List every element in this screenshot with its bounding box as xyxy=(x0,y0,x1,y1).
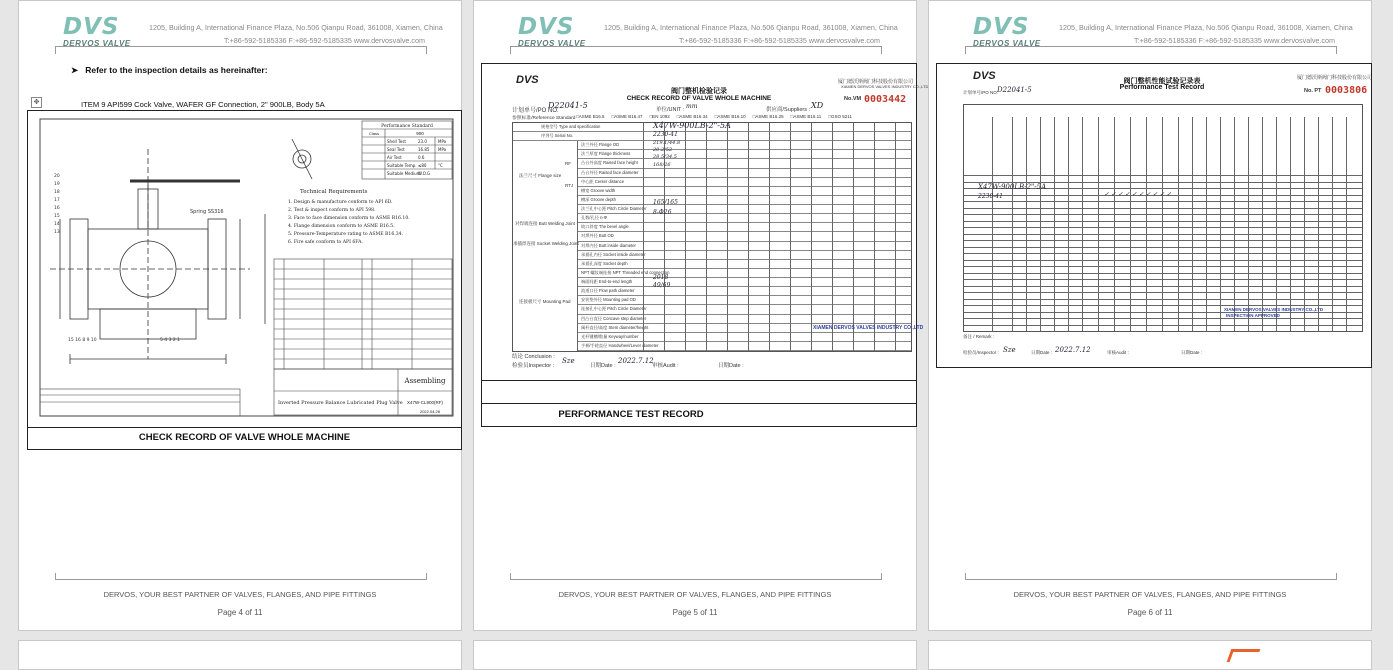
rtj-label: RTJ xyxy=(565,183,574,188)
grid-column-line xyxy=(1068,117,1069,331)
header-address: 1205, Building A, International Finance Plaza, No.506 Qianpu Road, 361008, Xiamen, China xyxy=(1059,23,1353,32)
tech-requirement-line: 4. Flange dimension conform to ASME B16.5. xyxy=(288,224,395,229)
tech-title: Technical Requirements xyxy=(300,189,368,195)
caption-divider-2 xyxy=(482,403,916,404)
scan-title-en: Performance Test Record xyxy=(1119,84,1205,91)
drawing-table xyxy=(27,110,462,450)
grid-column-line xyxy=(1248,117,1249,331)
footer-rule xyxy=(965,579,1337,580)
logo-name: DERVOS VALVE xyxy=(973,39,1041,48)
grid-column-line xyxy=(1098,117,1099,331)
check-record-scan xyxy=(486,68,929,376)
header-margin-mark-left xyxy=(510,46,511,54)
record-no-value: 0003442 xyxy=(864,94,907,105)
hw-serial: 2230-41 xyxy=(978,193,1003,200)
group-socket: 承插焊连接 Socket Welding Joint xyxy=(513,241,579,246)
grid-column-line xyxy=(1130,117,1131,331)
measurement-label: 规格型号 Type and specification xyxy=(541,124,601,129)
grid-column-line xyxy=(853,123,854,351)
audit-label: 审核Audit : xyxy=(652,363,679,369)
ref-standards xyxy=(576,114,876,119)
header-rule xyxy=(55,46,427,47)
svg-text:20: 20 xyxy=(54,174,60,179)
footer-slogan: DERVOS, YOUR BEST PARTNER OF VALVES, FLANGES, AND PIPE FITTINGS xyxy=(103,590,377,599)
svg-text:18: 18 xyxy=(54,190,60,195)
header-contact: T:+86-592-5185336 F:+86-592-5185335 www.dervosvalve.com xyxy=(679,36,880,45)
performance-record-scan xyxy=(959,68,1373,364)
ref-standard-option: □ASME B16.34 xyxy=(676,114,708,119)
hw-value-5: 165/165 xyxy=(653,199,678,206)
grid-column-line xyxy=(811,123,812,351)
table-move-handle-icon[interactable]: ✥ xyxy=(31,97,42,108)
bullet-paragraph: ➤ Refer to the inspection details as hereinafter: xyxy=(71,65,268,75)
grid-column-line xyxy=(895,123,896,351)
measurement-label: 阀杆直径/高度 Stem diameter/height xyxy=(581,324,649,330)
caption-check-record: CHECK RECORD OF VALVE WHOLE MACHINE xyxy=(138,432,351,443)
measurement-label: 序列号 Serial No. xyxy=(541,133,574,139)
orange-logo-fragment xyxy=(1227,649,1261,662)
svg-text:15 16 8 9 10: 15 16 8 9 10 xyxy=(68,338,97,343)
company-stamp: XIAMEN DERVOS VALVES INDUSTRY CO.,LTD xyxy=(1224,307,1324,312)
date-label: 日期Date : xyxy=(590,363,616,369)
document-page-7 xyxy=(18,640,462,670)
ref-label: 参照标准/Reference Standard xyxy=(512,116,576,121)
measurement-label: 手柄/手轮直径 Handwheel/Lever diameter xyxy=(581,342,659,348)
document-page-4 xyxy=(18,0,462,631)
logo-name: DERVOS VALVE xyxy=(63,39,131,48)
svg-text:16: 16 xyxy=(54,206,60,211)
logo-mark: DVS xyxy=(63,14,120,40)
po-value: D22041-5 xyxy=(548,101,588,110)
svg-text:5 4 3 2 1: 5 4 3 2 1 xyxy=(160,338,181,343)
measurement-label: 对焊外径 Butt OD xyxy=(581,233,614,239)
header-address: 1205, Building A, International Finance Plaza, No.506 Qianpu Road, 361008, Xiamen, China xyxy=(604,23,898,32)
performance-grid xyxy=(963,104,1363,332)
group-flange: 法兰尺寸 Flange size xyxy=(519,173,562,178)
tech-requirement-line: 5. Pressure-Temperature rating to ASME B16.34. xyxy=(288,232,404,237)
inspector-value: Sze xyxy=(562,357,575,365)
supplier-label: 供应商/Suppliers : xyxy=(766,107,811,113)
grid-column-line xyxy=(1040,117,1041,331)
check-marks: ✓ ✓ ✓ ✓ ✓ ✓ ✓ ✓ ✓ ✓ xyxy=(1104,191,1172,198)
caption-performance-test: PERFORMANCE TEST RECORD xyxy=(558,409,704,420)
page-number: Page 6 of 11 xyxy=(1127,608,1173,617)
measurement-label: 对焊内径 Butt inside diameter xyxy=(581,242,636,248)
record-no-label: No. PT xyxy=(1304,88,1322,94)
grid-column-line xyxy=(992,117,993,331)
spring-label: Spring SS316 xyxy=(190,209,224,215)
company-logo xyxy=(518,15,590,48)
valve-name: Inverted Pressure Balance Lubricated Plug Valve xyxy=(278,400,403,406)
grid-column-line xyxy=(685,123,686,351)
hw-value-3: 28.5/34.5 xyxy=(653,154,677,160)
measurement-label: 端面间距 End-to-end length xyxy=(581,279,633,285)
hw-value-7: 2018 xyxy=(653,274,669,281)
grid-column-line xyxy=(1234,117,1235,331)
ref-standard-option: □ASME B16.25 xyxy=(752,114,784,119)
header-address: 1205, Building A, International Finance Plaza, No.506 Qianpu Road, 361008, Xiamen, China xyxy=(149,23,443,32)
hw-value-8: 49/69 xyxy=(653,282,671,289)
audit-label: 审核Audit : xyxy=(1107,350,1129,355)
perf-row-value: 23.0 xyxy=(418,139,427,144)
performance-record-frame xyxy=(936,63,1372,368)
scan-title-cn: 阀门整机性能试验记录表 xyxy=(1123,78,1201,85)
serial-value: 2230-41 xyxy=(653,131,678,138)
po-label: 计划单号/PO NO: xyxy=(512,108,559,114)
ref-standard-option: □ASME B16.11 xyxy=(790,114,822,119)
drawing-number: X47W-CL900(RF) xyxy=(407,400,443,405)
grid-column-line xyxy=(832,123,833,351)
grid-column-line xyxy=(1220,117,1221,331)
measurement-label: 承插孔内径 Socket inside diameter xyxy=(581,251,646,257)
date-value: 2022.7.12 xyxy=(1055,346,1091,354)
footer-slogan: DERVOS, YOUR BEST PARTNER OF VALVES, FLANGES, AND PIPE FITTINGS xyxy=(1013,590,1287,599)
perf-row-unit: MPa xyxy=(438,147,447,152)
conclusion-label: 结论 Conclusion : xyxy=(512,354,555,360)
header-contact: T:+86-592-5185336 F:+86-592-5185335 www.dervosvalve.com xyxy=(224,36,425,45)
tech-requirement-line: 2. Test & inspect conform to API 598. xyxy=(288,208,376,213)
rf-label: RF xyxy=(565,161,571,166)
perf-title: Performance Standard xyxy=(381,124,433,129)
grid-column-line xyxy=(790,123,791,351)
measurement-label: 孔数/孔径 n-Φ xyxy=(581,215,608,221)
perf-row-value: ≤80 xyxy=(418,163,427,168)
measurement-label: 中心距 Center distance xyxy=(581,178,625,184)
page-number: Page 5 of 11 xyxy=(672,608,718,617)
item-line: ITEM 9 API599 Cock Valve, WAFER GF Connection, 2" 900LB, Body 5A xyxy=(81,100,325,109)
caption-divider xyxy=(482,380,916,381)
grid-column-line xyxy=(769,123,770,351)
page-number: Page 4 of 11 xyxy=(217,608,263,617)
scan-title-cn: 阀门整机检验记录 xyxy=(671,88,727,95)
hw-value-4: 168/26 xyxy=(653,162,671,168)
measurement-label: 槽深 Groove depth xyxy=(581,196,616,202)
measurement-label: 法兰外径 Flange OD xyxy=(581,142,620,148)
grid-column-line xyxy=(727,123,728,351)
perf-row-label: Suitable Medium xyxy=(387,171,421,176)
header-rule xyxy=(510,46,882,47)
document-page-5 xyxy=(473,0,929,631)
measurement-label: 坡口斜度 The bevel angle xyxy=(581,224,629,230)
measurement-label: 承插孔深度 Socket depth xyxy=(581,260,628,266)
measurement-label: 凹凸台直径 Concave step diameter xyxy=(581,315,647,321)
header-margin-mark-right xyxy=(881,46,882,54)
grid-column-line xyxy=(1026,117,1027,331)
inspector-value: Sze xyxy=(1003,346,1016,354)
grid-column-line xyxy=(1262,117,1263,331)
po-value: D22041-5 xyxy=(997,86,1032,94)
tech-requirement-line: 1. Design & manufacture conform to API 6D. xyxy=(288,200,393,205)
qc-stamp: XIAMEN DERVOS VALVES INDUSTRY CO.,LTD xyxy=(813,325,924,331)
bullet-text: Refer to the inspection details as hereinafter: xyxy=(85,65,268,75)
measurement-label: 流道口径 Flow path diameter xyxy=(581,288,635,294)
svg-text:17: 17 xyxy=(54,198,60,203)
caption-divider xyxy=(28,427,461,428)
tech-requirement-line: 3. Face to face dimension conform to ASME B16.10. xyxy=(288,216,410,221)
footer-slogan: DERVOS, YOUR BEST PARTNER OF VALVES, FLANGES, AND PIPE FITTINGS xyxy=(558,590,832,599)
measurement-label: 法兰厚度 Flange thickness xyxy=(581,151,631,157)
inspector-label: 检验员Inspector : xyxy=(512,363,555,369)
date2-label: 日期Date : xyxy=(1181,350,1203,355)
performance-columns xyxy=(964,105,1362,331)
date2-label: 日期Date : xyxy=(718,363,744,369)
grid-column-line xyxy=(1012,117,1013,331)
measurement-label: 凸台外径 Raised face diameter xyxy=(581,169,639,175)
perf-row-value: 16.85 xyxy=(418,147,430,152)
header-margin-mark-left xyxy=(965,46,966,54)
hw-value-2: 20.2/52 xyxy=(653,147,673,153)
perf-row-unit: MPa xyxy=(438,139,447,144)
measurement-grid xyxy=(512,121,924,352)
scan-company-cn: 厦门德沃斯阀门科技股份有限公司 xyxy=(838,79,914,85)
perf-row-value: W.O.G xyxy=(418,171,431,176)
measurement-label: 连接孔中心距 Pitch Circle Diameter xyxy=(581,306,647,312)
grid-column-line xyxy=(643,123,644,351)
ref-standard-option: □ASME B16.10 xyxy=(714,114,746,119)
perf-row-label: Shell Test xyxy=(387,139,406,144)
logo-name: DERVOS VALVE xyxy=(518,39,586,48)
perf-row-label: Air Test xyxy=(387,155,402,160)
ref-standard-option: □ASME B16.5 xyxy=(576,114,605,119)
hw-value-6: 8-Φ26 xyxy=(653,209,672,216)
svg-text:15: 15 xyxy=(54,214,60,219)
footer-rule xyxy=(510,579,882,580)
scan-company-cn: 厦门德沃斯阀门科技股份有限公司 xyxy=(1297,75,1373,81)
date-value: 2022.7.12 xyxy=(618,357,654,365)
measurement-label: 光杆键槽/数量 Keyway/number xyxy=(581,333,639,339)
perf-row-value: 0.6 xyxy=(418,155,425,160)
grid-column-line xyxy=(1290,117,1291,331)
grid-column-line xyxy=(1346,117,1347,331)
grid-column-line xyxy=(1178,117,1179,331)
measurement-label: 凸台外高度 Raised face height xyxy=(581,160,638,166)
measurement-label: 安装垫外径 Mounting pad OD xyxy=(581,297,636,303)
footer-rule xyxy=(55,579,427,580)
ref-standard-option: □GSO 5211 xyxy=(828,114,852,119)
scan-logo: DVS xyxy=(516,74,539,86)
drawing-date: 2022.04.28 xyxy=(419,409,440,414)
scan-logo: DVS xyxy=(973,70,996,82)
company-logo xyxy=(973,15,1045,48)
grid-column-line xyxy=(1206,117,1207,331)
grid-column-line xyxy=(706,123,707,351)
grid-column-line xyxy=(1318,117,1319,331)
group-mounting: 连接板尺寸 Mounting Pad xyxy=(519,299,571,304)
svg-text:19: 19 xyxy=(54,182,60,187)
record-table xyxy=(481,63,929,427)
svg-text:13: 13 xyxy=(54,230,60,235)
approved-stamp: INSPECTION APPROVED xyxy=(1226,313,1280,318)
scan-title-en: CHECK RECORD OF VALVE WHOLE MACHINE xyxy=(626,95,772,102)
perf-row-label: Suitable Temp. xyxy=(387,163,417,168)
company-logo xyxy=(63,15,135,48)
header-margin-mark-left xyxy=(55,46,56,54)
grid-column-line xyxy=(874,123,875,351)
document-page-6 xyxy=(928,0,1372,631)
group-butt: 对焊端连接 Butt Welding Joint xyxy=(515,221,575,226)
grid-column-line xyxy=(1082,117,1083,331)
record-no-value: 0003806 xyxy=(1325,85,1368,96)
svg-text:14: 14 xyxy=(54,222,60,227)
ref-standard-option: □EN 1092 xyxy=(649,114,670,119)
hw-type: X47W-900LB-2"-5A xyxy=(978,183,1047,191)
header-margin-mark-right xyxy=(426,46,427,54)
header-contact: T:+86-592-5185336 F:+86-592-5185335 www.dervosvalve.com xyxy=(1134,36,1335,45)
date-label: 日期Date : xyxy=(1031,350,1053,355)
header-rule xyxy=(965,46,1337,47)
remark-label: 备注 / Remark : xyxy=(963,334,995,339)
grid-column-line xyxy=(748,123,749,351)
perf-row-unit: °C xyxy=(438,163,443,168)
po-label: 计划单号/PO NO: xyxy=(963,90,999,95)
hw-value-1: 219.1/44.8 xyxy=(653,140,681,146)
document-page-9 xyxy=(928,640,1372,670)
measurement-label: 槽宽 Groove width xyxy=(581,187,616,193)
grid-column-line xyxy=(1114,117,1115,331)
class-label: Class xyxy=(368,131,380,136)
grid-column-line xyxy=(1304,117,1305,331)
ref-standard-option: □ASME B16.47 xyxy=(611,114,643,119)
unit-value: mm xyxy=(686,103,698,110)
measurement-label: 法兰孔中心距 Pitch Circle Diameter xyxy=(581,206,647,212)
supplier-value: XD xyxy=(811,101,824,110)
grid-column-line xyxy=(1146,117,1147,331)
document-page-8 xyxy=(473,640,917,670)
valve-drawing xyxy=(40,119,454,417)
header-margin-mark-right xyxy=(1336,46,1337,54)
unit-label: 单位/UNIT : xyxy=(656,107,685,113)
inspector-label: 检验员/Inspector : xyxy=(963,350,999,355)
logo-mark: DVS xyxy=(518,14,575,40)
grid-column-line xyxy=(1332,117,1333,331)
assembling-label: Assembling xyxy=(404,377,446,385)
record-no-label: No.VM xyxy=(844,96,862,102)
class-value: 900 xyxy=(416,131,424,136)
grid-column-line xyxy=(1276,117,1277,331)
logo-mark: DVS xyxy=(973,14,1030,40)
scan-company-en: XIAMEN DERVOS VALVES INDUSTRY CO.,LTD xyxy=(841,84,929,89)
type-value: X47W-900LB-2"-5A xyxy=(653,121,731,130)
grid-column-line xyxy=(1192,117,1193,331)
grid-column-line xyxy=(1162,117,1163,331)
measurement-columns xyxy=(513,123,911,351)
perf-row-label: Seal Test xyxy=(387,147,405,152)
grid-column-line xyxy=(1054,117,1055,331)
tech-requirement-line: 6. Fire safe conform to API 6FA. xyxy=(288,240,363,245)
measurement-label: NPT 螺纹端连接 NPT Threaded end connection xyxy=(581,269,670,275)
